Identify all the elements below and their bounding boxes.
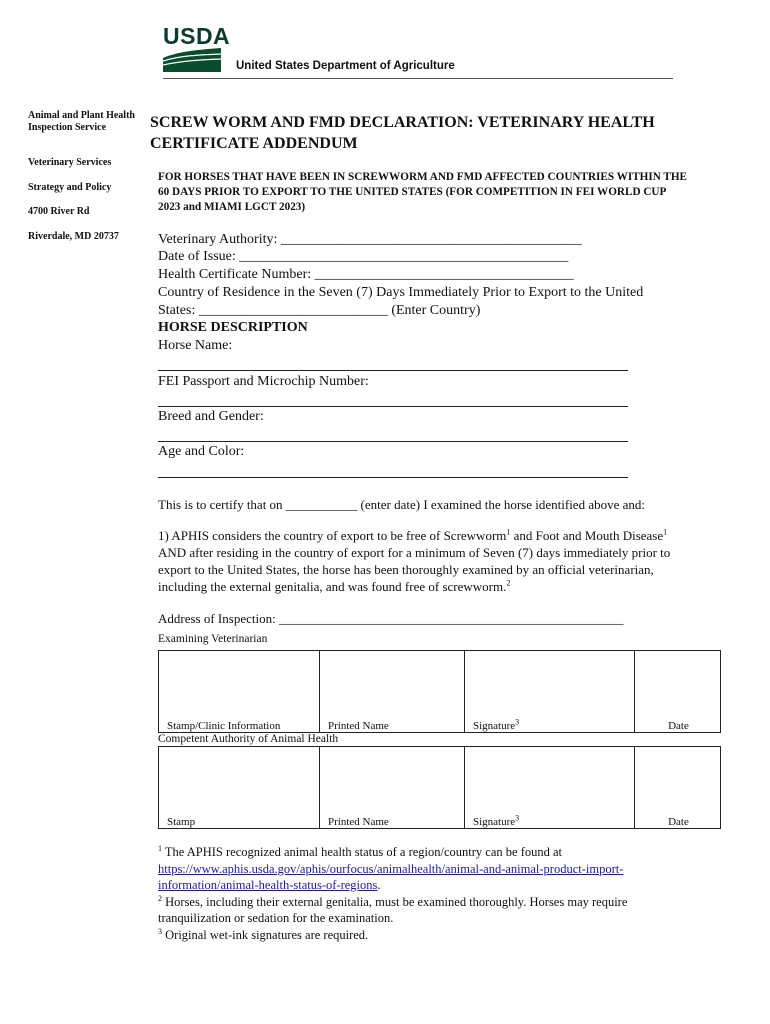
declaration-text-a: 1) APHIS considers the country of export to be free of Screwworm [158, 528, 507, 543]
passport-label: FEI Passport and Microchip Number: [158, 374, 369, 389]
passport-input[interactable] [158, 406, 628, 407]
date-cell[interactable] [635, 747, 721, 829]
age-input[interactable] [158, 477, 628, 478]
breed-label: Breed and Gender: [158, 409, 264, 424]
sidebar-city: Riverdale, MD 20737 [28, 231, 119, 242]
cell-label: Date [668, 816, 689, 828]
cell-label: Signature [473, 720, 516, 732]
footnote-text: Original wet-ink signatures are required. [162, 927, 369, 942]
cell-label: Printed Name [328, 720, 389, 732]
footnote-number: 1 [158, 843, 162, 853]
printed-name-cell[interactable] [320, 747, 465, 829]
examining-vet-caption: Examining Veterinarian [158, 633, 268, 645]
sidebar-division: Veterinary Services [28, 157, 112, 168]
stamp-clinic-cell[interactable] [159, 651, 320, 733]
competent-authority-caption: Competent Authority of Animal Health [158, 733, 339, 745]
breed-input[interactable] [158, 441, 628, 442]
horse-description-heading: HORSE DESCRIPTION [158, 320, 308, 335]
footnote-2 [158, 894, 678, 927]
horse-name-input[interactable] [158, 370, 628, 371]
stamp-cell[interactable] [159, 747, 320, 829]
sidebar-street: 4700 River Rd [28, 206, 90, 217]
footnote-ref: 3 [515, 717, 520, 727]
usda-logo-text: USDA [163, 23, 231, 49]
horse-name-label: Horse Name: [158, 338, 233, 353]
vet-authority-field[interactable]: Veterinary Authority: ___________________________________________ [158, 232, 582, 247]
residence-label-1: Country of Residence in the Seven (7) Days Immediately Prior to Export to the United [158, 285, 644, 300]
date-cell[interactable] [635, 651, 721, 733]
signature-cell[interactable] [465, 651, 635, 733]
residence-country-field[interactable]: States: ___________________________ (Enter Country) [158, 303, 481, 318]
age-label: Age and Color: [158, 444, 245, 459]
declaration-paragraph [158, 527, 688, 595]
date-of-issue-field[interactable]: Date of Issue: _______________________________________________ [158, 249, 569, 264]
footnote-text: Horses, including their external genitalia, must be examined thoroughly. Horses may require tranquilization or sedation for the examination. [158, 894, 628, 925]
cell-label: Signature [473, 816, 516, 828]
agency-name: United States Department of Agriculture [236, 60, 455, 72]
footnote-number: 3 [158, 926, 162, 936]
cell-label: Printed Name [328, 816, 389, 828]
footnote-ref: 2 [506, 578, 511, 588]
footnote-ref: 3 [515, 813, 520, 823]
sidebar-org: Animal and Plant Health Inspection Service [28, 110, 135, 133]
footnote-1 [158, 844, 678, 894]
cell-label: Stamp [167, 816, 196, 828]
cert-number-field[interactable]: Health Certificate Number: _____________________________________ [158, 267, 574, 282]
footnote-text: The APHIS recognized animal health status of a region/country can be found at [162, 845, 562, 859]
aphis-status-link[interactable]: https://www.aphis.usda.gov/aphis/ourfocus/animalhealth/animal-and-animal-product-import-information/animal-health-status-of-regions [158, 861, 624, 892]
footnote-ref: 1 [663, 527, 668, 537]
cell-label: Stamp/Clinic Information [167, 720, 281, 732]
competent-authority-table [158, 746, 721, 829]
cell-label: Date [668, 720, 689, 732]
declaration-text-c: AND after residing in the country of export for a minimum of Seven (7) days immediately prior to export to the United States, the horse has been thoroughly examined by an official veterinarian, including the external genitalia, and was found free of screwworm. [158, 545, 671, 594]
signature-cell[interactable] [465, 747, 635, 829]
page-title: SCREW WORM AND FMD DECLARATION: VETERINARY HEALTH CERTIFICATE ADDENDUM [150, 114, 655, 152]
footnote-punct: . [377, 878, 381, 892]
footnote-ref: 1 [506, 527, 511, 537]
page-subtitle: FOR HORSES THAT HAVE BEEN IN SCREWWORM AND FMD AFFECTED COUNTRIES WITHIN THE 60 DAYS PRIOR TO EXPORT TO THE UNITED STATES (FOR COMPETITION IN FEI WORLD CUP 2023 and MIAMI LGCT 2023) [158, 171, 688, 213]
examining-vet-table [158, 650, 721, 733]
header-divider [163, 78, 673, 79]
printed-name-cell[interactable] [320, 651, 465, 733]
sidebar-unit: Strategy and Policy [28, 182, 112, 193]
footnotes [158, 844, 678, 943]
address-of-inspection-field[interactable]: Address of Inspection: _____________________________________________________ [158, 611, 624, 626]
footnote-3 [158, 927, 678, 944]
declaration-text-b: and Foot and Mouth Disease [510, 528, 664, 543]
footnote-number: 2 [158, 893, 162, 903]
certify-statement[interactable]: This is to certify that on ___________ (enter date) I examined the horse identified above and: [158, 497, 645, 512]
